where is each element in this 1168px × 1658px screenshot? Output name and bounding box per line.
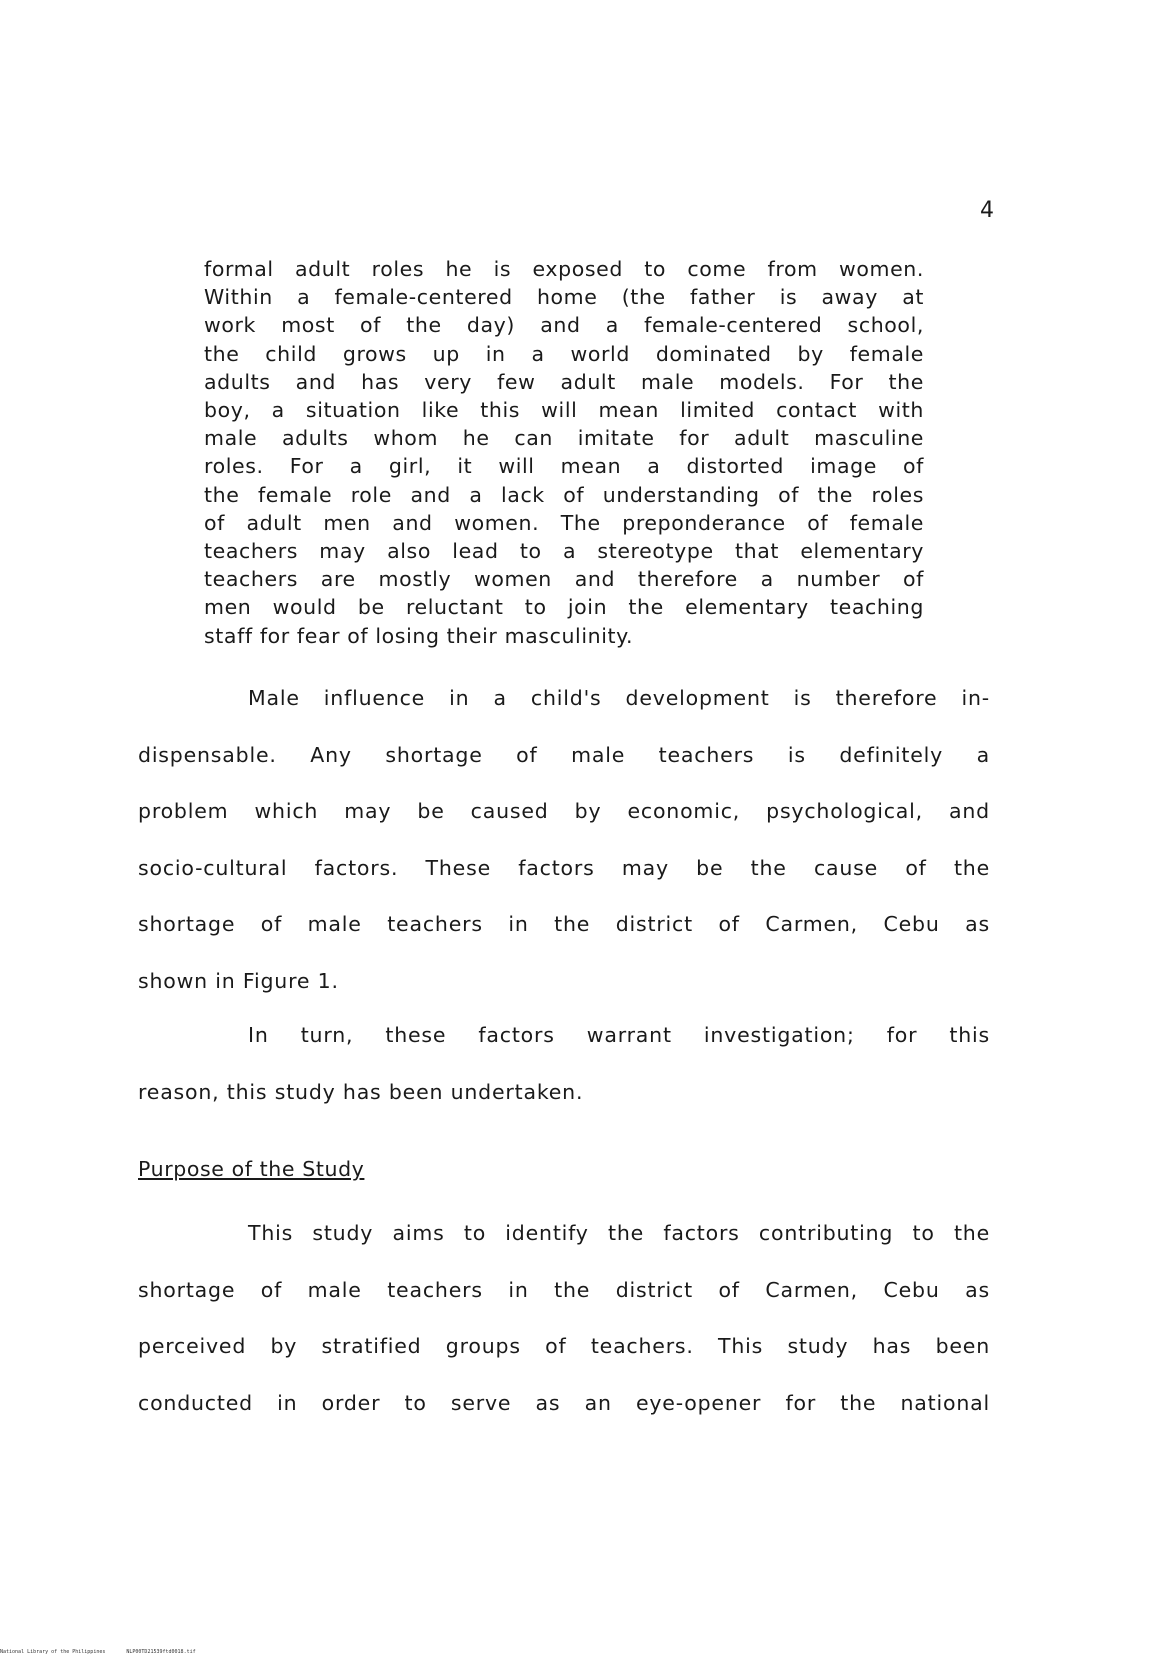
paragraph-male-influence: [138, 670, 990, 1009]
footer-file: NLP00TD21539ftd0018.tif: [126, 1649, 196, 1655]
page-number: 4: [980, 198, 994, 223]
paragraph-line: perceived by stratified groups of teachers. This study has been: [138, 1334, 990, 1358]
paragraph-in-turn: [138, 1007, 990, 1120]
paragraph-line: shortage of male teachers in the district of Carmen, Cebu as: [138, 912, 990, 936]
paragraph-line: dispensable. Any shortage of male teachers is definitely a: [138, 742, 990, 767]
section-heading: Purpose of the Study: [138, 1157, 365, 1181]
paragraph-line: reason, this study has been undertaken.: [138, 1079, 584, 1104]
paragraph-line: Male influence in a child's development is therefore in-: [248, 686, 990, 710]
paragraph-line: This study aims to identify the factors contributing to the: [248, 1221, 990, 1245]
block-quote-line: work most of the day) and a female-centered school,: [204, 313, 924, 338]
block-quote-line: teachers may also lead to a stereotype that elementary: [204, 539, 924, 564]
paragraph-line: shortage of male teachers in the district of Carmen, Cebu as: [138, 1277, 990, 1302]
footer-library: National Library of the Philippines: [0, 1649, 106, 1655]
block-quote-line: teachers are mostly women and therefore a number of: [204, 567, 924, 592]
scan-footer: [0, 1649, 214, 1655]
paragraph-line: shown in Figure 1.: [138, 968, 339, 993]
block-quote-line: male adults whom he can imitate for adult masculine: [204, 426, 924, 451]
block-quote: [204, 255, 924, 650]
block-quote-line: adults and has very few adult male models. For the: [204, 369, 924, 394]
block-quote-line: of adult men and women. The preponderance of female: [204, 510, 924, 535]
paragraph-line: problem which may be caused by economic, psychological, and: [138, 799, 990, 823]
block-quote-line: the child grows up in a world dominated by female: [204, 341, 924, 366]
block-quote-line: the female role and a lack of understanding of the roles: [204, 482, 924, 507]
paragraph-line: In turn, these factors warrant investigation; for this: [248, 1023, 990, 1047]
paragraph-purpose: [138, 1205, 990, 1431]
block-quote-line: staff for fear of losing their masculinity.: [204, 623, 634, 648]
block-quote-line: Within a female-centered home (the father is away at: [204, 285, 924, 310]
block-quote-line: formal adult roles he is exposed to come from women.: [204, 257, 924, 281]
block-quote-line: men would be reluctant to join the elementary teaching: [204, 595, 924, 620]
block-quote-line: roles. For a girl, it will mean a distorted image of: [204, 454, 924, 479]
paragraph-line: socio-cultural factors. These factors may be the cause of the: [138, 855, 990, 880]
block-quote-line: boy, a situation like this will mean limited contact with: [204, 398, 924, 423]
paragraph-line: conducted in order to serve as an eye-opener for the national: [138, 1390, 990, 1415]
